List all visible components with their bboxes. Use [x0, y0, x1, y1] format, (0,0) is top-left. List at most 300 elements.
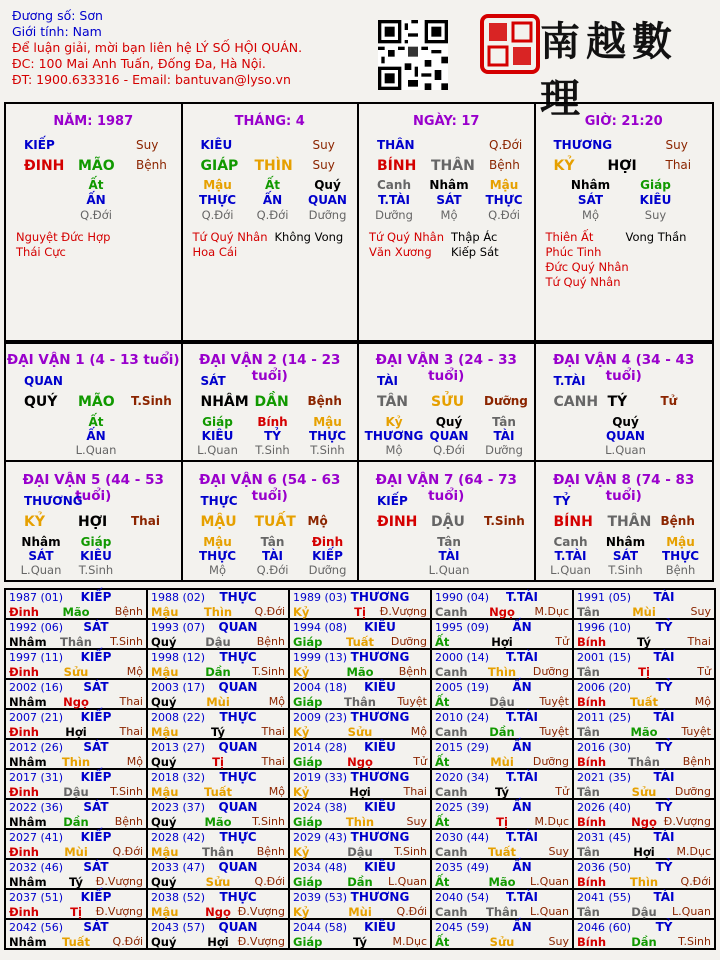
- year-can: Kỷ: [293, 605, 310, 619]
- year-star: T.TÀI: [506, 830, 538, 844]
- dai-van-star: THỰC: [200, 494, 238, 508]
- year-chi: Thìn: [629, 875, 659, 889]
- year-star: THỰC: [219, 830, 257, 844]
- year-label: 2016 (30): [577, 741, 632, 754]
- year-can: Canh: [435, 725, 468, 739]
- year-label: 2005 (19): [435, 681, 490, 694]
- year-cell: [147, 619, 289, 649]
- pillar-note: Hoa Cái: [192, 245, 238, 259]
- year-star: TỶ: [655, 920, 673, 934]
- year-label: 1996 (10): [577, 621, 632, 634]
- year-phase: Bệnh: [114, 605, 143, 618]
- year-label: 2029 (43): [293, 831, 348, 844]
- year-row: [5, 619, 715, 649]
- year-can: Kỷ: [293, 785, 310, 799]
- pillar-can: KỶ: [553, 158, 575, 174]
- year-star: KIẾP: [80, 770, 112, 784]
- year-phase: Tuyệt: [539, 725, 569, 738]
- contact-line: Để luận giải, mời bạn liên hệ LÝ SỐ HỘI QUÁN.: [12, 40, 303, 55]
- dai-van-1: [6, 342, 183, 460]
- dai-van-note: Thai: [131, 514, 160, 528]
- year-cell: [289, 769, 431, 799]
- dai-van-6: [183, 462, 360, 580]
- hidden-can: Nhâm: [570, 178, 611, 192]
- year-row: [5, 919, 715, 949]
- year-star: ẤN: [512, 920, 532, 934]
- dai-van-can: CANH: [553, 394, 599, 410]
- dai-van-title: ĐẠI VẬN 7 (64 - 73 tuổi): [375, 472, 517, 504]
- year-can: Ất: [435, 875, 450, 889]
- year-star: TÀI: [653, 590, 675, 604]
- year-phase: Suy: [548, 845, 569, 858]
- pillar-2: [183, 104, 360, 342]
- hidden-can: Quý: [314, 178, 341, 192]
- pillar-title: NĂM: 1987: [53, 114, 134, 129]
- year-chi: Ngọ: [205, 905, 231, 919]
- hidden-phase: T.Sinh: [255, 443, 290, 457]
- year-cell: [5, 919, 147, 949]
- dai-van-2: [183, 342, 360, 460]
- year-label: 2017 (31): [9, 771, 64, 784]
- pillar-note: Đức Quý Nhân: [545, 260, 629, 274]
- year-phase: Thai: [119, 725, 143, 738]
- dai-van-title: ĐẠI VẬN 4 (34 - 43 tuổi): [553, 352, 695, 384]
- hidden-can: Mậu: [666, 535, 695, 549]
- year-label: 2034 (48): [293, 861, 348, 874]
- year-cell: [5, 799, 147, 829]
- year-can: Canh: [435, 605, 468, 619]
- year-cell: [431, 829, 573, 859]
- dai-van-3: [359, 342, 536, 460]
- year-star: TỶ: [655, 740, 673, 754]
- year-can: Kỷ: [293, 665, 310, 679]
- year-cell: [289, 859, 431, 889]
- dai-van-chi: SỬU: [431, 394, 465, 410]
- year-chi: Dậu: [631, 905, 657, 919]
- hidden-phase: T.Sinh: [310, 443, 345, 457]
- dai-van-note: Tử: [660, 394, 678, 408]
- year-label: 2003 (17): [151, 681, 206, 694]
- year-star: THỰC: [219, 710, 257, 724]
- pillar-title: NGÀY: 17: [413, 114, 480, 129]
- year-star: T.TÀI: [506, 770, 538, 784]
- year-phase: Mộ: [410, 725, 427, 738]
- year-label: 2020 (34): [435, 771, 490, 784]
- hidden-can: Ất: [88, 415, 104, 429]
- year-label: 2045 (59): [435, 921, 490, 934]
- year-chi: Dậu: [63, 785, 89, 799]
- dai-van-can: TÂN: [377, 394, 409, 410]
- hidden-star: QUAN: [606, 429, 645, 443]
- dai-van-5: [6, 462, 183, 580]
- duong-so: Đương số: Sơn: [12, 8, 103, 23]
- year-can: Bính: [577, 875, 607, 889]
- seal-stamp-icon: [480, 14, 540, 74]
- year-chi: Mùi: [206, 695, 230, 709]
- year-phase: Đ.Vượng: [95, 905, 143, 918]
- year-can: Giáp: [293, 815, 323, 829]
- year-can: Kỷ: [293, 905, 310, 919]
- dai-van-note: Bệnh: [307, 394, 342, 408]
- dai-van-can: BÍNH: [553, 514, 593, 530]
- year-star: TÀI: [653, 650, 675, 664]
- year-row: [5, 829, 715, 859]
- hidden-can: Mậu: [203, 178, 232, 192]
- year-can: Đinh: [9, 845, 39, 859]
- year-phase: Thai: [261, 725, 285, 738]
- hidden-can: Quý: [435, 415, 463, 429]
- year-can: Tân: [577, 725, 600, 739]
- dai-van-note: T.Sinh: [484, 514, 525, 528]
- year-cell: [431, 739, 573, 769]
- pillar-note: Nguyệt Đức Hợp: [16, 230, 111, 244]
- dai-van-chi: DẬU: [431, 514, 465, 530]
- year-star: SÁT: [83, 920, 109, 934]
- pillar-note: Tứ Quý Nhân: [545, 275, 621, 289]
- year-label: 2027 (41): [9, 831, 64, 844]
- hidden-star: KIÊU: [639, 193, 672, 207]
- year-phase: Tử: [697, 665, 711, 678]
- year-phase: T.Sinh: [394, 845, 427, 858]
- year-chi: Tuất: [629, 695, 659, 709]
- pillar-3: [359, 104, 536, 342]
- year-can: Quý: [151, 815, 177, 829]
- hidden-phase: Q.Đới: [256, 563, 289, 577]
- year-chi: Hợi: [633, 845, 655, 859]
- hidden-star: KIÊU: [201, 429, 234, 443]
- year-cell: [147, 919, 289, 949]
- pillar-star: KIÊU: [200, 138, 233, 152]
- hidden-can: Kỷ: [385, 415, 403, 429]
- year-cell: [431, 679, 573, 709]
- year-phase: Mộ: [126, 665, 143, 678]
- year-cell: [289, 589, 431, 619]
- year-cell: [431, 919, 573, 949]
- hidden-star: TÀI: [493, 429, 515, 443]
- year-label: 2041 (55): [577, 891, 632, 904]
- year-cell: [5, 709, 147, 739]
- year-can: Quý: [151, 635, 177, 649]
- hidden-can: Nhâm: [605, 535, 646, 549]
- year-label: 1995 (09): [435, 621, 490, 634]
- pillar-note2: Thập Ác: [451, 230, 498, 244]
- year-chi: Dậu: [205, 635, 231, 649]
- year-chi: Dần: [347, 875, 373, 889]
- year-star: KIẾP: [80, 650, 112, 664]
- year-label: 2022 (36): [9, 801, 64, 814]
- year-label: 2039 (53): [293, 891, 348, 904]
- year-chi: Ngọ: [63, 695, 89, 709]
- year-star: SÁT: [83, 860, 109, 874]
- year-star: SÁT: [83, 620, 109, 634]
- year-chi: Dần: [205, 665, 231, 679]
- hidden-can: Bính: [257, 415, 288, 429]
- year-cell: [431, 769, 573, 799]
- hidden-star: THỰC: [308, 429, 347, 443]
- dai-van-star: TÀI: [377, 374, 399, 388]
- hidden-star: ẤN: [262, 193, 283, 207]
- year-cell: [573, 589, 715, 619]
- hidden-star: TÀI: [438, 549, 460, 563]
- hidden-star: ẤN: [86, 429, 106, 443]
- header-info: [12, 8, 302, 88]
- hidden-phase: Q.Đới: [433, 443, 465, 457]
- hidden-phase: Mộ: [209, 563, 226, 577]
- dai-van-title: ĐẠI VẬN 6 (54 - 63 tuổi): [199, 472, 341, 504]
- year-cell: [431, 709, 573, 739]
- year-star: TÀI: [653, 890, 675, 904]
- pillar-1: [6, 104, 183, 342]
- year-phase: Q.Đới: [112, 935, 143, 948]
- year-can: Mậu: [151, 725, 179, 739]
- year-label: 1998 (12): [151, 651, 206, 664]
- year-star: KIÊU: [364, 620, 396, 634]
- year-chi: Tý: [637, 635, 651, 649]
- year-row: [5, 769, 715, 799]
- year-can: Bính: [577, 815, 607, 829]
- year-phase: M.Dục: [392, 935, 427, 948]
- year-label: 1999 (13): [293, 651, 348, 664]
- year-star: TÀI: [653, 770, 675, 784]
- year-star: KIẾP: [80, 890, 112, 904]
- hidden-star: THƯƠNG: [364, 429, 424, 443]
- year-star: KIẾP: [80, 590, 112, 604]
- year-cell: [5, 619, 147, 649]
- hidden-star: QUAN: [429, 429, 469, 443]
- dai-van-can: ĐINH: [377, 514, 418, 530]
- year-cell: [147, 589, 289, 619]
- hidden-phase: L.Quan: [20, 563, 62, 577]
- hidden-phase: Q.Đới: [201, 208, 234, 222]
- brand-logo: 南越數理: [540, 18, 678, 122]
- hidden-phase: T.Sinh: [608, 563, 643, 577]
- year-chi: Ngọ: [631, 815, 657, 829]
- year-can: Đinh: [9, 605, 39, 619]
- year-cell: [147, 829, 289, 859]
- year-phase: Mộ: [694, 695, 711, 708]
- year-star: TỶ: [655, 860, 673, 874]
- year-cell: [5, 739, 147, 769]
- year-star: ẤN: [512, 860, 532, 874]
- pillar-note: Tứ Quý Nhân: [369, 230, 444, 244]
- year-can: Đinh: [9, 665, 39, 679]
- year-chi: Thân: [60, 635, 92, 649]
- year-star: QUAN: [218, 800, 258, 814]
- year-chi: Dần: [631, 935, 657, 949]
- hidden-phase: Bệnh: [665, 563, 696, 577]
- dai-van-chi: MÃO: [78, 394, 115, 410]
- year-star: THƯƠNG: [350, 650, 410, 664]
- pillar-4: [536, 104, 712, 342]
- year-row: [5, 679, 715, 709]
- year-phase: L.Quan: [530, 905, 569, 918]
- year-can: Giáp: [293, 635, 323, 649]
- year-can: Mậu: [151, 665, 179, 679]
- dai-van-note: Bệnh: [660, 514, 695, 528]
- hidden-phase: Mộ: [440, 208, 458, 222]
- year-chi: Hợi: [65, 725, 87, 739]
- year-phase: Q.Đới: [680, 875, 711, 888]
- dai-van-star: T.TÀI: [553, 374, 586, 388]
- year-label: 2011 (25): [577, 711, 632, 724]
- year-phase: T.Sinh: [110, 785, 143, 798]
- dai-van-title: ĐẠI VẬN 8 (74 - 83 tuổi): [553, 472, 695, 504]
- year-chi: Tuất: [345, 635, 375, 649]
- year-chi: Dần: [489, 725, 515, 739]
- year-chi: Thân: [202, 845, 234, 859]
- year-label: 2012 (26): [9, 741, 64, 754]
- year-can: Nhâm: [9, 815, 47, 829]
- dai-van-note: Dưỡng: [484, 394, 528, 408]
- year-can: Mậu: [151, 785, 179, 799]
- year-can: Tân: [577, 905, 600, 919]
- year-chi: Tị: [638, 665, 650, 679]
- year-cell: [573, 799, 715, 829]
- hidden-can: Đinh: [311, 535, 344, 549]
- year-label: 1992 (06): [9, 621, 64, 634]
- year-label: 1994 (08): [293, 621, 348, 634]
- year-can: Canh: [435, 845, 468, 859]
- year-can: Nhâm: [9, 875, 47, 889]
- year-can: Quý: [151, 755, 177, 769]
- year-star: THỰC: [219, 590, 257, 604]
- dai-van-7: [359, 462, 536, 580]
- year-star: TỶ: [655, 800, 673, 814]
- year-can: Canh: [435, 785, 468, 799]
- year-cell: [147, 679, 289, 709]
- year-star: ẤN: [512, 620, 532, 634]
- year-star: T.TÀI: [506, 890, 538, 904]
- pillar-star: THÂN: [377, 138, 415, 152]
- year-can: Bính: [577, 935, 607, 949]
- year-can: Ất: [435, 635, 450, 649]
- year-label: 1988 (02): [151, 591, 206, 604]
- year-label: 2008 (22): [151, 711, 206, 724]
- pillar-chi-note: Thai: [665, 158, 692, 172]
- year-can: Nhâm: [9, 635, 47, 649]
- year-cell: [573, 619, 715, 649]
- year-cell: [431, 799, 573, 829]
- year-cell: [147, 769, 289, 799]
- year-phase: M.Dục: [534, 605, 569, 618]
- pillar-title: GIỜ: 21:20: [584, 114, 663, 129]
- year-phase: L.Quan: [672, 905, 711, 918]
- year-chi: Mùi: [490, 755, 514, 769]
- hidden-can: Tân: [260, 535, 285, 549]
- year-label: 2021 (35): [577, 771, 632, 784]
- year-can: Nhâm: [9, 935, 47, 949]
- year-star: ẤN: [512, 680, 532, 694]
- year-label: 2010 (24): [435, 711, 490, 724]
- year-star: KIÊU: [364, 860, 396, 874]
- year-label: 2030 (44): [435, 831, 490, 844]
- year-cell: [147, 709, 289, 739]
- year-chi: Tý: [211, 725, 225, 739]
- year-phase: Tuyệt: [397, 695, 427, 708]
- hidden-star: ẤN: [86, 193, 106, 207]
- hidden-star: SÁT: [612, 549, 639, 563]
- year-can: Nhâm: [9, 695, 47, 709]
- year-phase: Đ.Vượng: [379, 605, 427, 618]
- year-star: TÀI: [653, 830, 675, 844]
- year-chi: Mùi: [348, 905, 372, 919]
- year-chi: Sửu: [205, 875, 231, 889]
- year-chi: Thân: [628, 755, 660, 769]
- year-cell: [5, 589, 147, 619]
- year-star: THỰC: [219, 770, 257, 784]
- year-star: THƯƠNG: [350, 590, 410, 604]
- year-label: 1997 (11): [9, 651, 64, 664]
- pillar-chi: HỢI: [607, 158, 637, 174]
- year-cell: [5, 679, 147, 709]
- year-star: THƯƠNG: [350, 830, 410, 844]
- year-can: Đinh: [9, 905, 39, 919]
- pillar-can: BÍNH: [377, 158, 417, 174]
- year-cell: [289, 709, 431, 739]
- year-cell: [147, 889, 289, 919]
- year-phase: M.Dục: [534, 815, 569, 828]
- dai-van-can: NHÂM: [200, 394, 249, 410]
- dai-van-can: QUÝ: [24, 394, 58, 410]
- year-can: Mậu: [151, 845, 179, 859]
- year-row: [5, 709, 715, 739]
- hidden-star: KIÊU: [80, 549, 112, 563]
- year-star: KIẾP: [80, 830, 112, 844]
- hidden-phase: T.Sinh: [78, 563, 114, 577]
- dai-van-title: ĐẠI VẬN 2 (14 - 23 tuổi): [199, 352, 341, 384]
- year-can: Giáp: [293, 755, 323, 769]
- year-phase: Q.Đới: [112, 845, 143, 858]
- year-chi: Tị: [354, 605, 366, 619]
- hidden-star: TÀI: [261, 549, 283, 563]
- pillar-chi: MÃO: [78, 158, 115, 174]
- hidden-star: THỰC: [198, 549, 237, 563]
- year-phase: L.Quan: [388, 875, 427, 888]
- year-star: THƯƠNG: [350, 710, 410, 724]
- year-cell: [573, 649, 715, 679]
- year-can: Ất: [435, 695, 450, 709]
- year-cell: [573, 679, 715, 709]
- year-phase: Mộ: [268, 695, 285, 708]
- year-star: ẤN: [512, 740, 532, 754]
- year-phase: Tử: [413, 755, 427, 768]
- year-star: KIÊU: [364, 680, 396, 694]
- hidden-phase: Dưỡng: [308, 563, 347, 577]
- year-label: 2023 (37): [151, 801, 206, 814]
- year-chi: Mùi: [632, 605, 656, 619]
- year-label: 2007 (21): [9, 711, 64, 724]
- hidden-can: Giáp: [202, 415, 233, 429]
- year-row: [5, 889, 715, 919]
- year-star: QUAN: [218, 860, 258, 874]
- year-phase: Suy: [406, 815, 427, 828]
- year-phase: Dưỡng: [532, 665, 569, 678]
- year-can: Kỷ: [293, 845, 310, 859]
- dai-van-can: MẬU: [200, 514, 237, 530]
- year-chi: Thân: [486, 905, 518, 919]
- gioi-tinh: Giới tính: Nam: [12, 24, 102, 39]
- hidden-phase: Q.Đới: [256, 208, 289, 222]
- year-phase: Thai: [403, 785, 427, 798]
- year-chi: Tị: [70, 905, 82, 919]
- year-can: Đinh: [9, 785, 39, 799]
- pillars-grid: [4, 102, 714, 344]
- hidden-star: TỶ: [264, 429, 281, 443]
- year-star: QUAN: [218, 680, 258, 694]
- hidden-phase: Mộ: [385, 443, 403, 457]
- dai-van-chi: THÂN: [607, 514, 652, 530]
- year-chi: Thìn: [487, 665, 517, 679]
